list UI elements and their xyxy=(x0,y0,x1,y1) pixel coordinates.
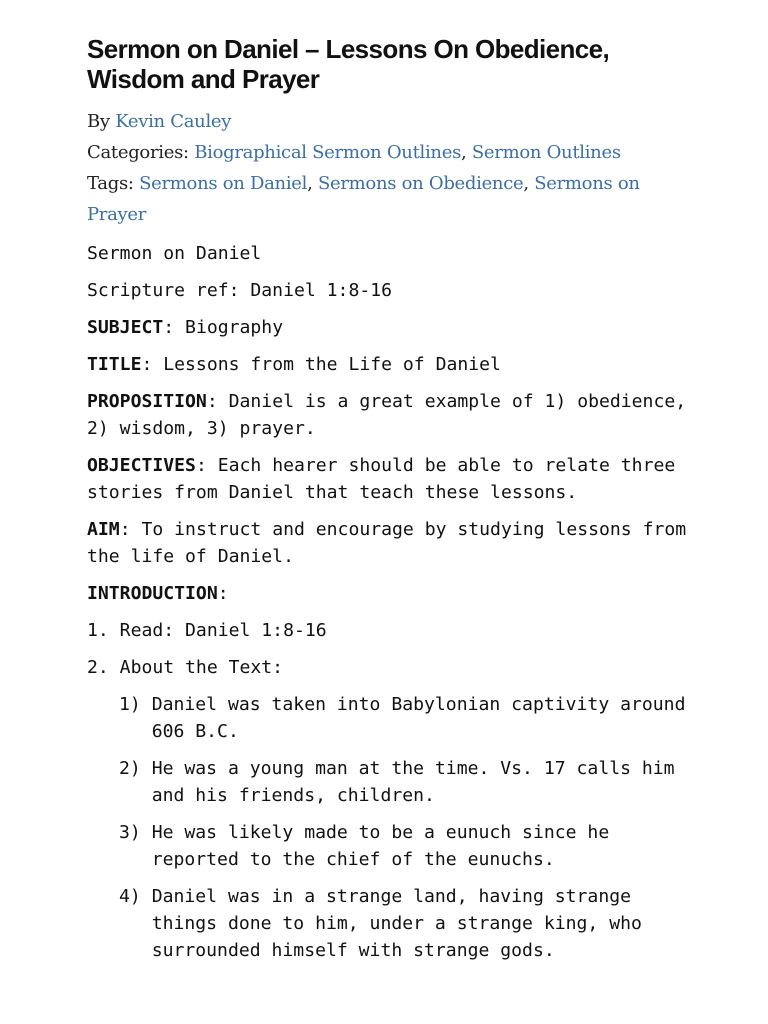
subject-label: SUBJECT xyxy=(87,317,164,338)
proposition-label: PROPOSITION xyxy=(87,391,207,412)
title-line xyxy=(87,351,687,378)
list-item: 1. Read: Daniel 1:8-16 xyxy=(87,620,327,641)
article xyxy=(87,34,687,974)
sub-list-number: 1) xyxy=(119,694,152,715)
scripture-ref: Scripture ref: Daniel 1:8-16 xyxy=(87,280,393,301)
proposition-line xyxy=(87,388,687,442)
list-item: 2. About the Text: xyxy=(87,657,284,678)
objectives-label: OBJECTIVES xyxy=(87,455,196,476)
tags-prefix: Tags: xyxy=(87,173,140,194)
tag-separator: , xyxy=(307,173,318,194)
page-title: Sermon on Daniel – Lessons On Obedience, Wisdom and Prayer xyxy=(87,34,610,94)
sub-list-item xyxy=(119,819,687,873)
sub-list-number: 4) xyxy=(119,886,152,907)
sub-list-number: 2) xyxy=(119,758,152,779)
objectives-line xyxy=(87,452,687,506)
sub-list-text: Daniel was in a strange land, having strange things done to him, under a strange king, who surrounded himself with strange gods. xyxy=(151,886,642,961)
sub-list-item xyxy=(119,883,687,964)
sub-list-item xyxy=(119,691,687,745)
byline-prefix: By xyxy=(87,111,116,132)
introduction-text: : xyxy=(217,583,229,604)
sub-list-text: He was likely made to be a eunuch since he reported to the chief of the eunuchs. xyxy=(151,822,610,870)
subject-text: : Biography xyxy=(163,317,284,338)
categories xyxy=(87,137,687,168)
sub-list-number: 3) xyxy=(119,822,152,843)
category-separator: , xyxy=(461,142,472,163)
category-link-sermon-outlines[interactable]: Sermon Outlines xyxy=(471,142,621,163)
objectives-text: : Each hearer should be able to relate three stories from Daniel that teach these lessons. xyxy=(87,455,676,503)
sermon-heading: Sermon on Daniel xyxy=(87,243,262,264)
tag-link-sermons-on-obedience[interactable]: Sermons on Obedience xyxy=(317,173,524,194)
tag-separator: , xyxy=(523,173,535,194)
subject-line xyxy=(87,314,687,341)
sermon-body xyxy=(87,240,687,964)
introduction-line xyxy=(87,580,687,607)
author-link[interactable]: Kevin Cauley xyxy=(115,111,232,132)
aim-line xyxy=(87,516,687,570)
sub-list-text: He was a young man at the time. Vs. 17 calls him and his friends, children. xyxy=(151,758,675,806)
aim-label: AIM xyxy=(87,519,120,540)
aim-text: : To instruct and encourage by studying lessons from the life of Daniel. xyxy=(87,519,687,567)
byline xyxy=(87,106,687,137)
tag-link-sermons-on-daniel[interactable]: Sermons on Daniel xyxy=(139,173,308,194)
tags xyxy=(87,168,687,230)
sub-list-item xyxy=(119,755,687,809)
title-text: : Lessons from the Life of Daniel xyxy=(141,354,501,375)
sub-list-text: Daniel was taken into Babylonian captivity around 606 B.C. xyxy=(151,694,686,742)
proposition-text: : Daniel is a great example of 1) obedience, 2) wisdom, 3) prayer. xyxy=(87,391,687,439)
tag-link-sermons-on-prayer[interactable]: Sermons on Prayer xyxy=(87,173,640,225)
title-label: TITLE xyxy=(87,354,142,375)
introduction-label: INTRODUCTION xyxy=(87,583,218,604)
category-link-biographical-sermon-outlines[interactable]: Biographical Sermon Outlines xyxy=(194,142,462,163)
categories-prefix: Categories: xyxy=(87,142,195,163)
post-meta xyxy=(87,106,687,230)
